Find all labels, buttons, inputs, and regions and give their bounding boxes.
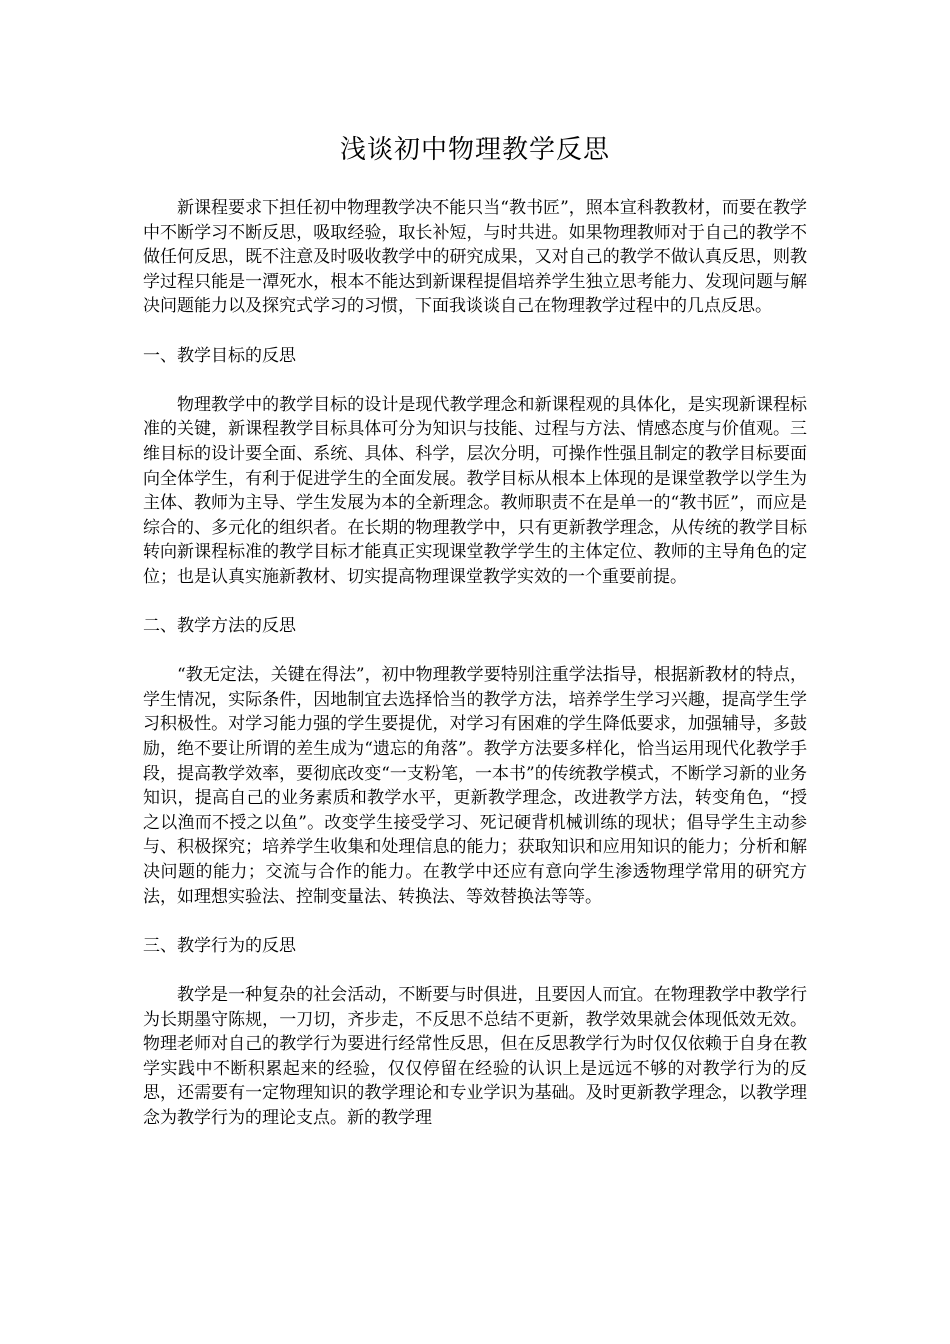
- paragraph-spacer: [143, 319, 807, 344]
- section-paragraph-methods: “教无定法，关键在得法”，初中物理教学要特别注重学法指导，根据新教材的特点，学生情况，实际条件，因地制宜去选择恰当的教学方法，培养学生学习兴趣，提高学生学习积极性。对学习能力强的学生要提优，对学习有困难的学生降低要求，加强辅导，多鼓励，绝不要让所谓的差生成为“遗忘的角落”。教学方法要多样化，恰当运用现代化教学手段，提高教学效率，要彻底改变“一支粉笔，一本书”的传统教学模式，不断学习新的业务知识，提高自己的业务素质和教学水平，更新教学理念，改进教学方法，转变角色，“授之以渔而不授之以鱼”。改变学生接受学习、死记硬背机械训练的现状；倡导学生主动参与、积极探究；培养学生收集和处理信息的能力；获取知识和应用知识的能力；分析和解决问题的能力；交流与合作的能力。在教学中还应有意向学生渗透物理学常用的研究方法，如理想实验法、控制变量法、转换法、等效替换法等等。: [143, 665, 807, 907]
- paragraph-spacer: [143, 368, 807, 393]
- section-heading-methods: 二、教学方法的反思: [143, 616, 296, 637]
- section-heading-behavior: 三、教学行为的反思: [143, 935, 296, 956]
- section-heading-objectives: 一、教学目标的反思: [143, 345, 296, 366]
- section-paragraph-behavior: 教学是一种复杂的社会活动，不断要与时俱进，且要因人而宜。在物理教学中教学行为长期墨守陈规，一刀切，齐步走，不反思不总结不更新，教学效果就会体现低效无效。物理老师对自己的教学行为要进行经常性反思，但在反思教学行为时仅仅依赖于自身在教学实践中不断积累起来的经验，仅仅停留在经验的认识上是远远不够的对教学行为的反思，还需要有一定物理知识的教学理论和专业学识为基础。及时更新教学理念，以教学理念为教学行为的理论支点。新的教学理: [143, 985, 807, 1128]
- document-title: 浅谈初中物理教学反思: [339, 135, 610, 165]
- intro-paragraph: 新课程要求下担任初中物理教学决不能只当“教书匠”，照本宣科教教材，而要在教学中不断学习不断反思，吸取经验，取长补短，与时共进。如果物理教师对于自己的教学不做任何反思，既不注意及时吸收教学中的研究成果，又对自己的教学不做认真反思，则教学过程只能是一潭死水，根本不能达到新课程提倡培养学生独立思考能力、发现问题与解决问题能力以及探究式学习的习惯，下面我谈谈自己在物理教学过程中的几点反思。: [143, 198, 807, 317]
- paragraph-spacer: [143, 590, 807, 615]
- document-body: [143, 196, 807, 1131]
- paragraph-spacer: [143, 639, 807, 664]
- paragraph-spacer: [143, 958, 807, 983]
- paragraph-spacer: [143, 909, 807, 934]
- section-paragraph-objectives: 物理教学中的教学目标的设计是现代教学理念和新课程观的具体化，是实现新课程标准的关键，新课程教学目标具体可分为知识与技能、过程与方法、情感态度与价值观。三维目标的设计要全面、系统、具体、科学，层次分明，可操作性强且制定的教学目标要面向全体学生，有利于促进学生的全面发展。教学目标从根本上体现的是课堂教学以学生为主体、教师为主导、学生发展为本的全新理念。教师职责不在是单一的“教书匠”，而应是综合的、多元化的组织者。在长期的物理教学中，只有更新教学理念，从传统的教学目标转向新课程标准的教学目标才能真正实现课堂教学学生的主体定位、教师的主导角色的定位；也是认真实施新教材、切实提高物理课堂教学实效的一个重要前提。: [143, 394, 807, 587]
